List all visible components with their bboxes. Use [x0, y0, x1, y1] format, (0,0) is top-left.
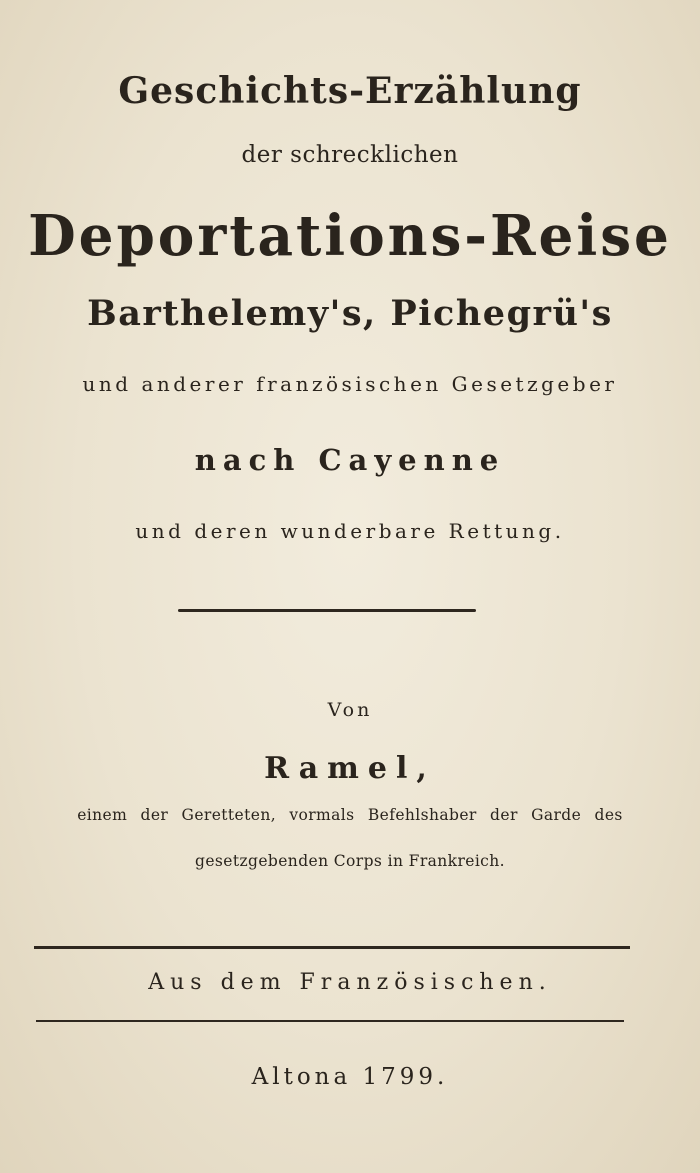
author-by-label: Von: [327, 699, 373, 721]
ornamental-divider: [178, 609, 476, 612]
imprint: Altona 1799.: [251, 1064, 449, 1090]
title-line-3: Deportations-Reise: [28, 203, 672, 269]
title-line-2: der schrecklichen: [241, 142, 459, 168]
title-line-7: und deren wunderbare Rettung.: [135, 519, 565, 543]
title-line-4: Barthelemy's, Pichegrü's: [87, 293, 613, 334]
author-description-line-2: gesetzgebenden Corps in Frankreich.: [195, 852, 505, 870]
translation-top-rule: [34, 946, 630, 949]
translation-bottom-rule: [36, 1020, 624, 1022]
translation-note: Aus dem Französischen.: [148, 970, 552, 995]
title-line-5: und anderer französischen Gesetzgeber: [82, 372, 618, 396]
title-line-1: Geschichts-Erzählung: [118, 70, 582, 112]
title-line-6: nach Cayenne: [194, 443, 506, 477]
author-name: Ramel,: [264, 751, 436, 786]
author-description-line-1: einem der Geretteten, vormals Befehlshaber der Garde des: [77, 806, 623, 824]
